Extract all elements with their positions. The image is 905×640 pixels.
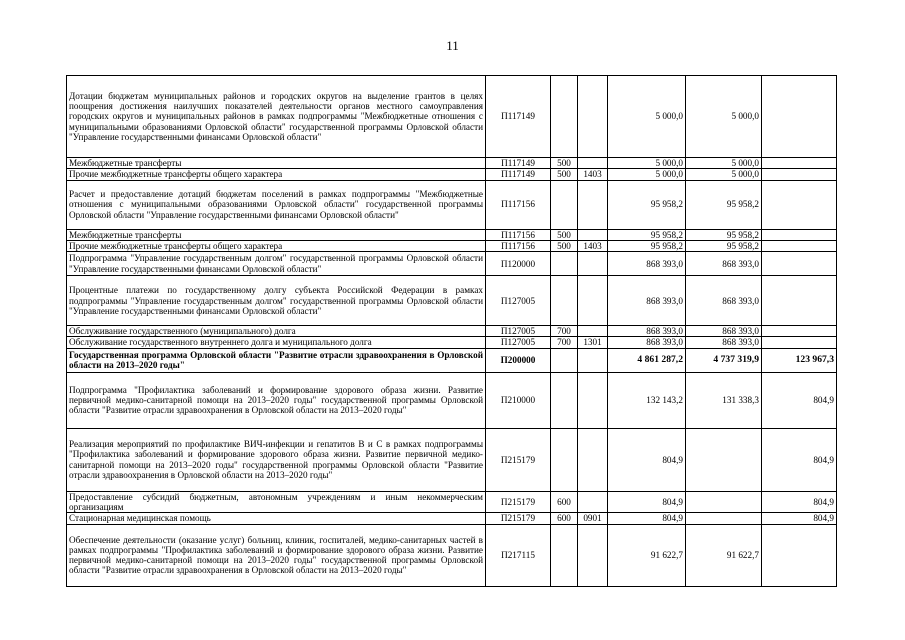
cell-section-code bbox=[578, 276, 608, 326]
cell-expense-type: 500 bbox=[551, 169, 578, 180]
table-row bbox=[67, 513, 837, 524]
cell-expense-type bbox=[551, 524, 578, 586]
cell-description: Обеспечение деятельности (оказание услуг) больниц, клиник, госпиталей, медико-санитарных частей в рамках подпрограммы "Профилактика заболеваний и формирование здорового образа жизни. Развитие первичной медико-санитарной помощи на 2013–2020 годы" государственной программы Орловской области "Развитие отрасли здравоохранения в Орловской области на 2013–2020 годы" bbox=[67, 524, 486, 586]
cell-amount-2: 95 958,2 bbox=[686, 240, 762, 251]
cell-amount-3 bbox=[762, 276, 837, 326]
table-row bbox=[67, 240, 837, 251]
cell-description: Подпрограмма "Управление государственным долгом" государственной программы Орловской области "Управление государственными финансами Орловской области" bbox=[67, 252, 486, 276]
cell-amount-2 bbox=[686, 513, 762, 524]
table-row bbox=[67, 491, 837, 513]
cell-amount-2: 95 958,2 bbox=[686, 229, 762, 240]
cell-section-code: 1403 bbox=[578, 240, 608, 251]
cell-amount-2: 5 000,0 bbox=[686, 158, 762, 169]
cell-amount-total: 5 000,0 bbox=[608, 169, 686, 180]
cell-amount-3 bbox=[762, 524, 837, 586]
cell-amount-2: 5 000,0 bbox=[686, 76, 762, 158]
cell-section-code bbox=[578, 348, 608, 372]
cell-amount-2: 5 000,0 bbox=[686, 169, 762, 180]
cell-amount-total: 5 000,0 bbox=[608, 158, 686, 169]
cell-description: Государственная программа Орловской области "Развитие отрасли здравоохранения в Орловской области на 2013–2020 годы" bbox=[67, 348, 486, 372]
cell-amount-total: 95 958,2 bbox=[608, 180, 686, 229]
cell-amount-2: 4 737 319,9 bbox=[686, 348, 762, 372]
cell-expense-type bbox=[551, 348, 578, 372]
cell-expense-type bbox=[551, 180, 578, 229]
table-row bbox=[67, 276, 837, 326]
cell-section-code bbox=[578, 180, 608, 229]
cell-amount-total: 132 143,2 bbox=[608, 372, 686, 428]
cell-expense-type: 600 bbox=[551, 513, 578, 524]
cell-section-code bbox=[578, 372, 608, 428]
cell-target-code: П117156 bbox=[486, 229, 551, 240]
cell-amount-total: 868 393,0 bbox=[608, 337, 686, 348]
cell-expense-type bbox=[551, 276, 578, 326]
cell-description: Межбюджетные трансферты bbox=[67, 229, 486, 240]
cell-amount-total: 91 622,7 bbox=[608, 524, 686, 586]
cell-section-code bbox=[578, 252, 608, 276]
cell-expense-type: 500 bbox=[551, 240, 578, 251]
cell-amount-3 bbox=[762, 180, 837, 229]
cell-amount-3: 804,9 bbox=[762, 513, 837, 524]
cell-amount-3: 804,9 bbox=[762, 491, 837, 513]
cell-amount-3: 123 967,3 bbox=[762, 348, 837, 372]
cell-amount-3 bbox=[762, 158, 837, 169]
cell-amount-3 bbox=[762, 229, 837, 240]
cell-amount-total: 95 958,2 bbox=[608, 240, 686, 251]
cell-target-code: П210000 bbox=[486, 372, 551, 428]
cell-amount-3 bbox=[762, 337, 837, 348]
budget-table bbox=[66, 75, 837, 587]
cell-target-code: П117156 bbox=[486, 240, 551, 251]
cell-description: Прочие межбюджетные трансферты общего характера bbox=[67, 169, 486, 180]
cell-amount-total: 5 000,0 bbox=[608, 76, 686, 158]
cell-amount-3 bbox=[762, 240, 837, 251]
cell-target-code: П127005 bbox=[486, 326, 551, 337]
cell-section-code bbox=[578, 524, 608, 586]
cell-amount-2: 868 393,0 bbox=[686, 337, 762, 348]
cell-section-code: 0901 bbox=[578, 513, 608, 524]
cell-expense-type bbox=[551, 428, 578, 491]
cell-description: Подпрограмма "Профилактика заболеваний и формирование здорового образа жизни. Развитие первичной медико-санитарной помощи на 2013–2020 годы" государственной программы Орловской области "Развитие отрасли здравоохранения в Орловской области на 2013–2020 годы" bbox=[67, 372, 486, 428]
cell-expense-type bbox=[551, 252, 578, 276]
cell-description: Дотации бюджетам муниципальных районов и городских округов на выделение грантов в целях поощрения достижения наилучших показателей деятельности органов местного самоуправления городских округов и муниципальных районов в рамках подпрограммы "Межбюджетные отношения с муниципальными образованиями Орловской области" государственной программы Орловской области "Управление государственными финансами Орловской области" bbox=[67, 76, 486, 158]
cell-description: Прочие межбюджетные трансферты общего характера bbox=[67, 240, 486, 251]
cell-amount-total: 95 958,2 bbox=[608, 229, 686, 240]
cell-section-code bbox=[578, 76, 608, 158]
cell-amount-total: 868 393,0 bbox=[608, 326, 686, 337]
cell-target-code: П215179 bbox=[486, 491, 551, 513]
cell-description: Межбюджетные трансферты bbox=[67, 158, 486, 169]
cell-section-code: 1301 bbox=[578, 337, 608, 348]
cell-amount-3 bbox=[762, 252, 837, 276]
cell-amount-3 bbox=[762, 76, 837, 158]
cell-description: Обслуживание государственного (муниципального) долга bbox=[67, 326, 486, 337]
cell-amount-3: 804,9 bbox=[762, 372, 837, 428]
table-row bbox=[67, 180, 837, 229]
cell-target-code: П215179 bbox=[486, 513, 551, 524]
cell-amount-total: 804,9 bbox=[608, 513, 686, 524]
cell-amount-2: 868 393,0 bbox=[686, 252, 762, 276]
cell-amount-2 bbox=[686, 491, 762, 513]
cell-section-code bbox=[578, 491, 608, 513]
cell-expense-type: 500 bbox=[551, 229, 578, 240]
table-row bbox=[67, 337, 837, 348]
cell-expense-type: 600 bbox=[551, 491, 578, 513]
cell-description: Реализация мероприятий по профилактике ВИЧ-инфекции и гепатитов В и С в рамках подпрограммы "Профилактика заболеваний и формирование здорового образа жизни. Развитие первичной медико-санитарной помощи на 2013–2020 годы" государственной программы Орловской области "Развитие отрасли здравоохранения в Орловской области на 2013–2020 годы" bbox=[67, 428, 486, 491]
page-number: 11 bbox=[446, 38, 459, 53]
cell-description: Расчет и предоставление дотаций бюджетам поселений в рамках подпрограммы "Межбюджетные отношения с муниципальными образованиями Орловской области" государственной программы Орловской области "Управление государственными финансами Орловской области" bbox=[67, 180, 486, 229]
cell-expense-type bbox=[551, 372, 578, 428]
cell-amount-total: 4 861 287,2 bbox=[608, 348, 686, 372]
cell-target-code: П217115 bbox=[486, 524, 551, 586]
cell-expense-type: 700 bbox=[551, 337, 578, 348]
cell-amount-total: 868 393,0 bbox=[608, 252, 686, 276]
cell-target-code: П117149 bbox=[486, 169, 551, 180]
cell-target-code: П127005 bbox=[486, 276, 551, 326]
table-row bbox=[67, 524, 837, 586]
cell-amount-2: 95 958,2 bbox=[686, 180, 762, 229]
table-row bbox=[67, 428, 837, 491]
cell-expense-type: 700 bbox=[551, 326, 578, 337]
cell-section-code bbox=[578, 428, 608, 491]
cell-target-code: П200000 bbox=[486, 348, 551, 372]
cell-section-code: 1403 bbox=[578, 169, 608, 180]
cell-description: Обслуживание государственного внутреннего долга и муниципального долга bbox=[67, 337, 486, 348]
cell-target-code: П120000 bbox=[486, 252, 551, 276]
cell-amount-total: 804,9 bbox=[608, 491, 686, 513]
cell-amount-2: 131 338,3 bbox=[686, 372, 762, 428]
cell-amount-total: 868 393,0 bbox=[608, 276, 686, 326]
cell-target-code: П117149 bbox=[486, 76, 551, 158]
cell-amount-2 bbox=[686, 428, 762, 491]
table-row bbox=[67, 252, 837, 276]
cell-section-code bbox=[578, 158, 608, 169]
cell-section-code bbox=[578, 326, 608, 337]
cell-target-code: П117149 bbox=[486, 158, 551, 169]
cell-description: Предоставление субсидий бюджетным, автономным учреждениям и иным некоммерческим организациям bbox=[67, 491, 486, 513]
table-row bbox=[67, 229, 837, 240]
cell-amount-3: 804,9 bbox=[762, 428, 837, 491]
cell-amount-2: 868 393,0 bbox=[686, 276, 762, 326]
cell-amount-2: 91 622,7 bbox=[686, 524, 762, 586]
cell-description: Процентные платежи по государственному долгу субъекта Российской Федерации в рамках подпрограммы "Управление государственным долгом" государственной программы Орловской области "Управление государственными финансами Орловской области" bbox=[67, 276, 486, 326]
cell-amount-3 bbox=[762, 169, 837, 180]
cell-amount-2: 868 393,0 bbox=[686, 326, 762, 337]
table-row bbox=[67, 76, 837, 158]
cell-expense-type: 500 bbox=[551, 158, 578, 169]
cell-amount-total: 804,9 bbox=[608, 428, 686, 491]
cell-target-code: П127005 bbox=[486, 337, 551, 348]
table-row bbox=[67, 169, 837, 180]
cell-target-code: П117156 bbox=[486, 180, 551, 229]
cell-section-code bbox=[578, 229, 608, 240]
cell-expense-type bbox=[551, 76, 578, 158]
table-row bbox=[67, 348, 837, 372]
table-row bbox=[67, 158, 837, 169]
cell-target-code: П215179 bbox=[486, 428, 551, 491]
budget-table-body bbox=[67, 76, 837, 587]
table-row bbox=[67, 372, 837, 428]
cell-amount-3 bbox=[762, 326, 837, 337]
table-row bbox=[67, 326, 837, 337]
cell-description: Стационарная медицинская помощь bbox=[67, 513, 486, 524]
